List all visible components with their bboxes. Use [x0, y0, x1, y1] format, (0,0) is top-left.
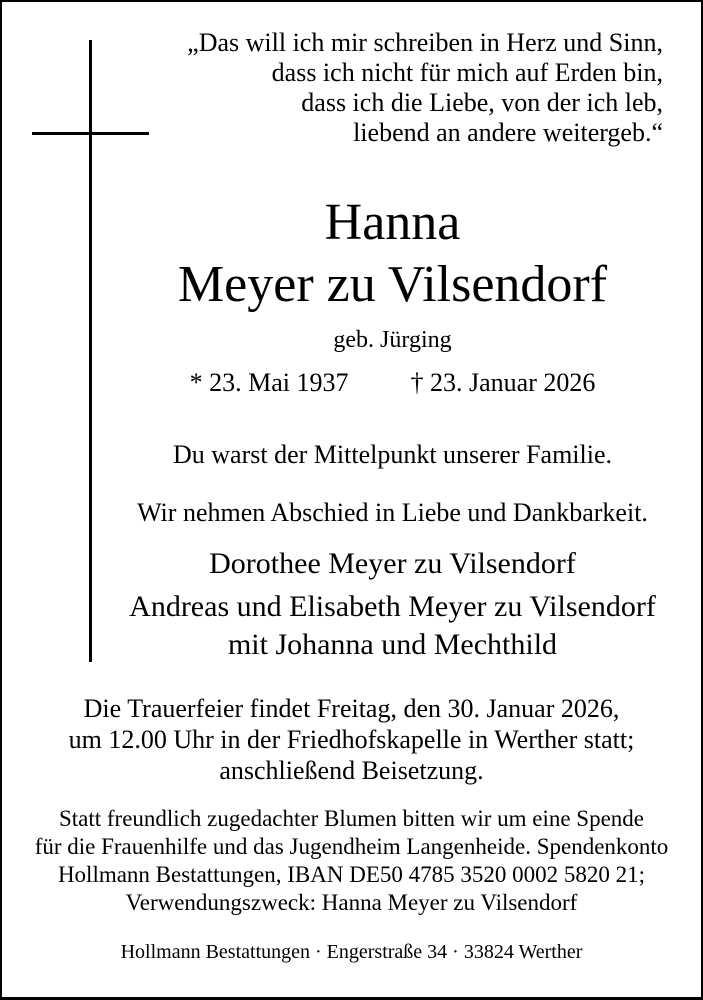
- death-date: † 23. Januar 2026: [410, 368, 596, 397]
- maiden-name: geb. Jürging: [333, 327, 452, 353]
- funeral-info: [2, 693, 701, 786]
- funeral-home-footer: Hollmann Bestattungen · Engerstraße 34 · 33824 Werther: [120, 941, 583, 963]
- deceased-first-name: Hanna: [324, 194, 461, 251]
- birth-date: * 23. Mai 1937: [189, 368, 349, 397]
- donation-info-line: für die Frauenhilfe und das Jugendheim Langenheide. Spendenkonto: [34, 834, 669, 859]
- donation-info: [2, 805, 701, 917]
- quote-block: [122, 28, 663, 148]
- mourner-name: Dorothee Meyer zu Vilsendorf: [209, 547, 576, 580]
- tribute-line: Du warst der Mittelpunkt unserer Familie.: [172, 440, 613, 469]
- donation-info-line: Statt freundlich zugedachter Blumen bitten wir um eine Spende: [58, 806, 645, 831]
- mourners-list: [2, 545, 701, 664]
- donation-info-line: Hollmann Bestattungen, IBAN DE50 4785 3520 0002 5820 21;: [57, 862, 646, 887]
- farewell-line: Wir nehmen Abschied in Liebe und Dankbarkeit.: [137, 498, 648, 527]
- mourner-name: Andreas und Elisabeth Meyer zu Vilsendorf: [129, 590, 656, 623]
- funeral-info-line: Die Trauerfeier findet Freitag, den 30. Januar 2026,: [83, 694, 620, 723]
- funeral-info-line: um 12.00 Uhr in der Friedhofskapelle in Werther statt;: [68, 725, 635, 754]
- mourner-name: mit Johanna und Mechthild: [227, 628, 558, 661]
- funeral-info-line: anschließend Beisetzung.: [219, 756, 484, 785]
- donation-info-line: Verwendungszweck: Hanna Meyer zu Vilsendorf: [125, 890, 578, 915]
- quote-line: „Das will ich mir schreiben in Herz und Sinn,: [187, 28, 663, 57]
- quote-line: dass ich die Liebe, von der ich leb,: [301, 88, 663, 117]
- life-dates: [2, 368, 701, 398]
- quote-line: liebend an andere weitergeb.“: [353, 118, 663, 147]
- deceased-name: [2, 192, 701, 316]
- deceased-last-name: Meyer zu Vilsendorf: [177, 256, 608, 313]
- quote-line: dass ich nicht für mich auf Erden bin,: [271, 58, 663, 87]
